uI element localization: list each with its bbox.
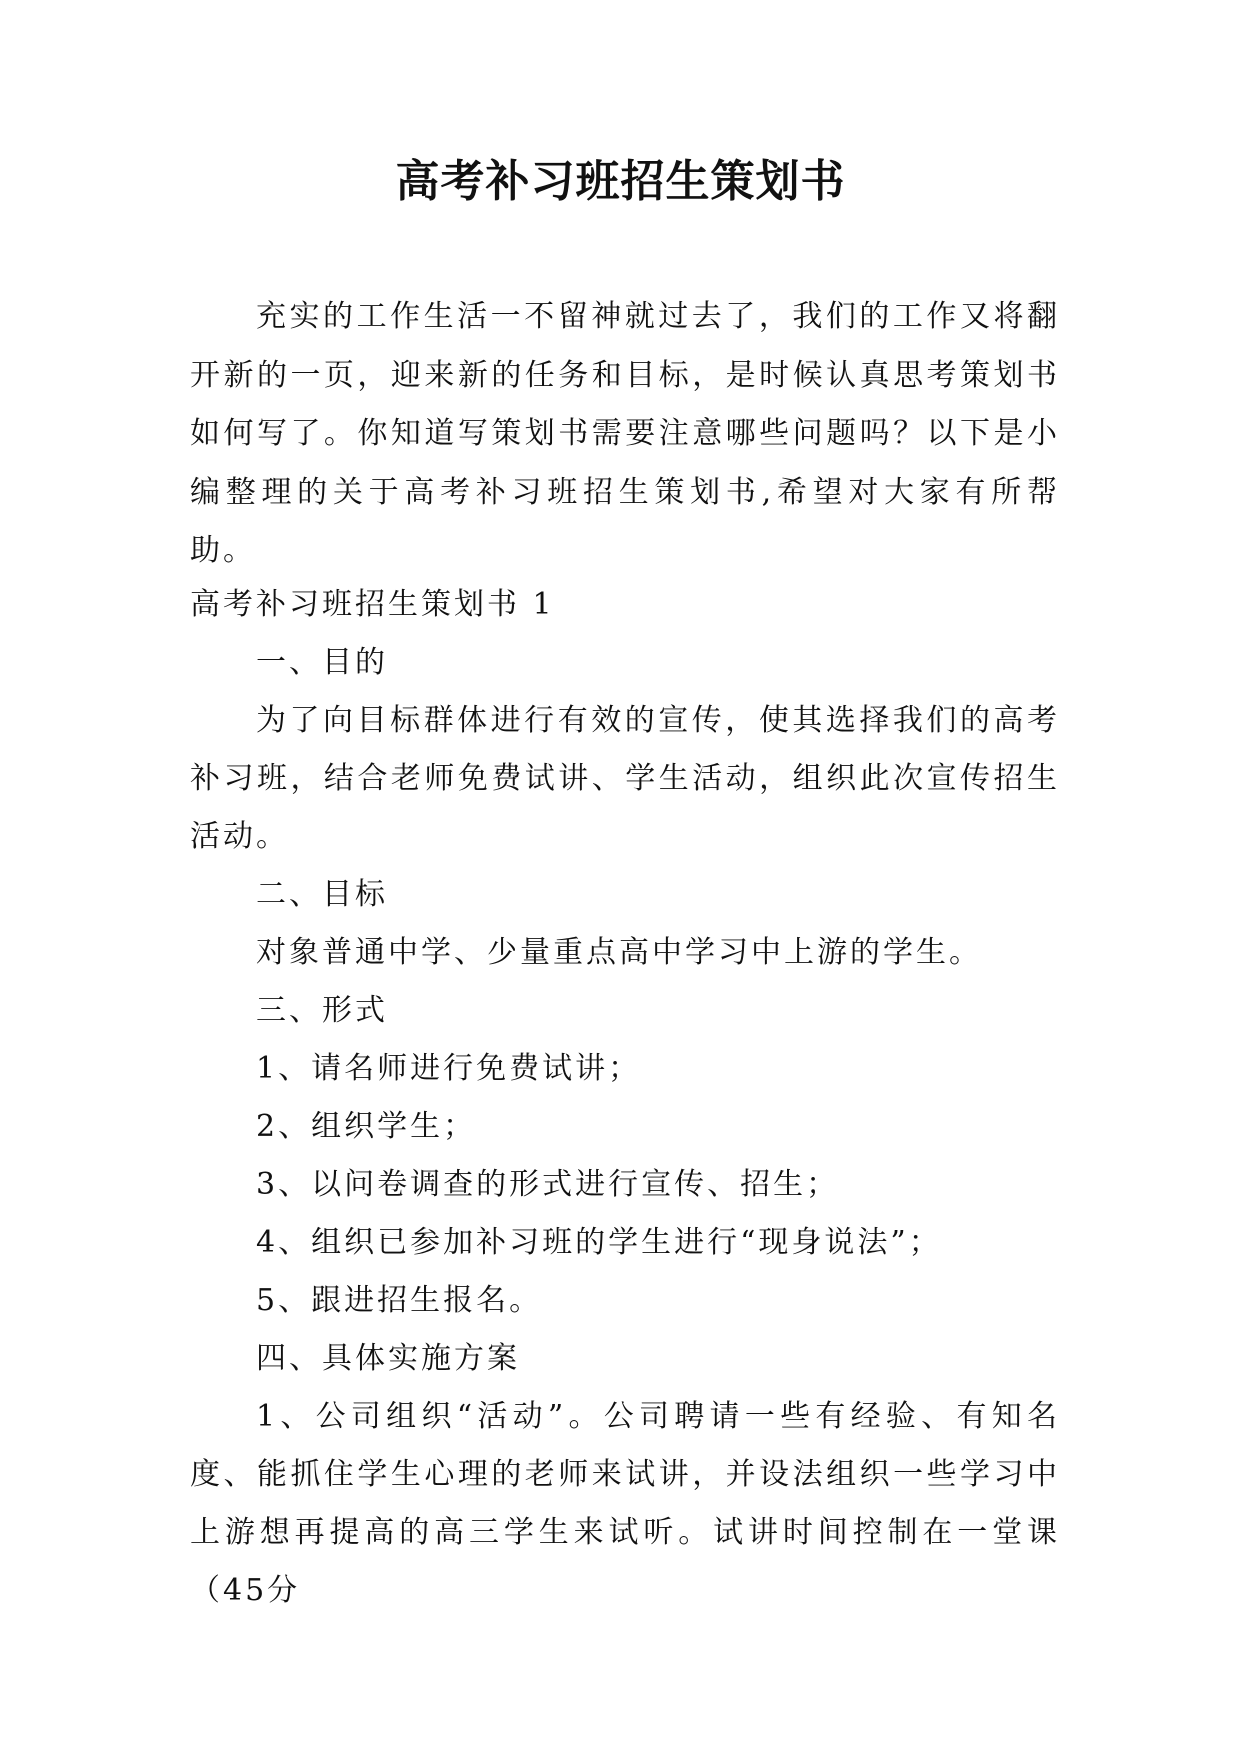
intro-paragraph: 充实的工作生活一不留神就过去了，我们的工作又将翻开新的一页，迎来新的任务和目标，是时候认真思考策划书如何写了。你知道写策划书需要注意哪些问题吗？以下是小编整理的关于高考补习班招生策划书,希望对大家有所帮助。 xyxy=(190,299,1060,568)
section-title: 高考补习班招生策划书 1 xyxy=(190,587,555,622)
list-item-form-5: 5、跟进招生报名。 xyxy=(256,1283,543,1318)
paragraph-purpose: 为了向目标群体进行有效的宣传，使其选择我们的高考补习班，结合老师免费试讲、学生活动，组织此次宣传招生活动。 xyxy=(190,703,1060,854)
list-item-form-4: 4、组织已参加补习班的学生进行“现身说法”； xyxy=(256,1225,942,1260)
list-item-form-1: 1、请名师进行免费试讲； xyxy=(256,1051,642,1086)
paragraph-target: 对象普通中学、少量重点高中学习中上游的学生。 xyxy=(256,935,982,970)
list-item-form-2: 2、组织学生； xyxy=(256,1109,477,1144)
heading-plan: 四、具体实施方案 xyxy=(256,1341,520,1376)
section-1 xyxy=(190,576,1060,1620)
heading-target: 二、目标 xyxy=(256,877,388,912)
heading-form: 三、形式 xyxy=(256,993,388,1028)
intro-block xyxy=(190,288,1060,581)
document-title: 高考补习班招生策划书 xyxy=(395,156,846,207)
heading-purpose: 一、目的 xyxy=(256,645,388,680)
list-item-form-3: 3、以问卷调查的形式进行宣传、招生； xyxy=(256,1167,840,1202)
paragraph-plan-1: 1、公司组织“活动”。公司聘请一些有经验、有知名度、能抓住学生心理的老师来试讲，并设法组织一些学习中上游想再提高的高三学生来试听。试讲时间控制在一堂课（45分 xyxy=(190,1399,1060,1608)
